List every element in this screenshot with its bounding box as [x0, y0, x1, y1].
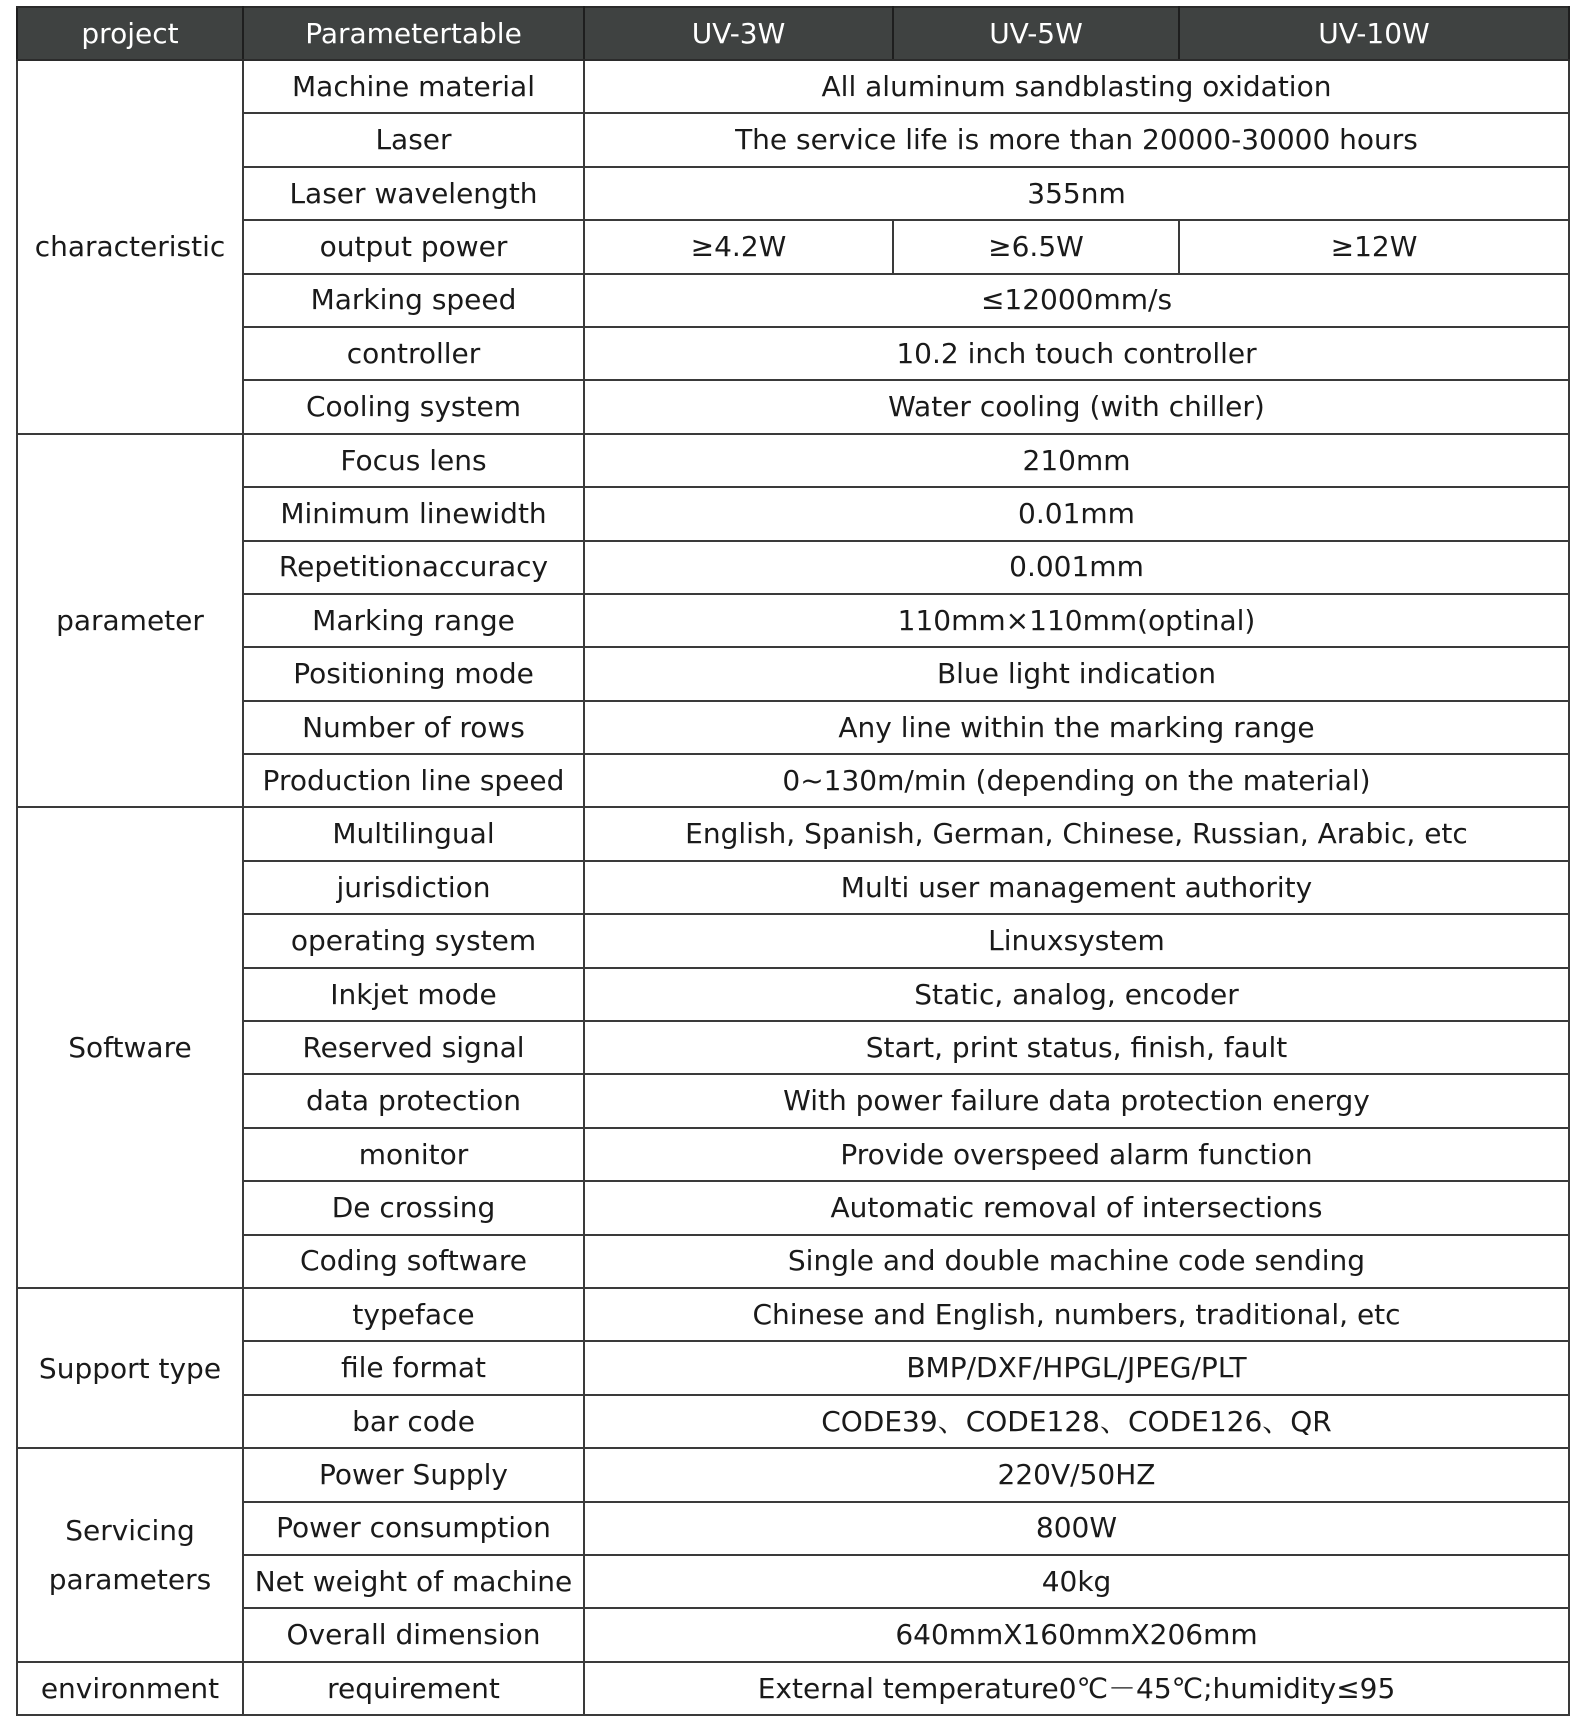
param-value: Any line within the marking range: [584, 701, 1569, 754]
param-value: Linuxsystem: [584, 914, 1569, 967]
table-row: [17, 274, 1569, 327]
param-name: Positioning mode: [243, 647, 584, 700]
table-row: [17, 1502, 1569, 1555]
table-row: [17, 1395, 1569, 1448]
param-value: BMP/DXF/HPGL/JPEG/PLT: [584, 1341, 1569, 1394]
table-row: [17, 1662, 1569, 1715]
param-value: Blue light indication: [584, 647, 1569, 700]
param-name: Laser wavelength: [243, 167, 584, 220]
group-label: Support type: [17, 1288, 243, 1448]
table-row: [17, 968, 1569, 1021]
param-name: file format: [243, 1341, 584, 1394]
param-value: 220V/50HZ: [584, 1448, 1569, 1501]
param-name: Production line speed: [243, 754, 584, 807]
table-row: [17, 1555, 1569, 1608]
header-parametertable: Parametertable: [243, 7, 584, 60]
header-model-uv-3w: UV-3W: [584, 7, 893, 60]
table-row: [17, 327, 1569, 380]
param-value: Water cooling (with chiller): [584, 380, 1569, 433]
param-value: CODE39、CODE128、CODE126、QR: [584, 1395, 1569, 1448]
table-row: [17, 1341, 1569, 1394]
param-value: 640mmX160mmX206mm: [584, 1608, 1569, 1661]
table-row: [17, 434, 1569, 487]
table-row: [17, 220, 1569, 273]
param-value: 40kg: [584, 1555, 1569, 1608]
param-name: Reserved signal: [243, 1021, 584, 1074]
table-row: [17, 487, 1569, 540]
param-name: Number of rows: [243, 701, 584, 754]
param-name: jurisdiction: [243, 861, 584, 914]
param-value: With power failure data protection energy: [584, 1074, 1569, 1127]
table-row: [17, 914, 1569, 967]
param-value: 0.001mm: [584, 541, 1569, 594]
header-row: [17, 7, 1569, 60]
table-row: [17, 861, 1569, 914]
table-row: [17, 60, 1569, 113]
table-row: [17, 380, 1569, 433]
param-value: 0~130m/min (depending on the material): [584, 754, 1569, 807]
table-row: [17, 1288, 1569, 1341]
table-row: [17, 113, 1569, 166]
header-model-uv-5w: UV-5W: [893, 7, 1179, 60]
param-name: monitor: [243, 1128, 584, 1181]
table-row: [17, 1128, 1569, 1181]
param-value: 0.01mm: [584, 487, 1569, 540]
param-value: Multi user management authority: [584, 861, 1569, 914]
param-value: Chinese and English, numbers, traditional, etc: [584, 1288, 1569, 1341]
table-row: [17, 1074, 1569, 1127]
table-row: [17, 1021, 1569, 1074]
group-label: Servicing parameters: [17, 1448, 243, 1662]
param-value: External temperature0℃－45℃;humidity≤95: [584, 1662, 1569, 1715]
param-value: The service life is more than 20000-30000 hours: [584, 113, 1569, 166]
param-name: data protection: [243, 1074, 584, 1127]
table-row: [17, 647, 1569, 700]
header-model-uv-10w: UV-10W: [1179, 7, 1569, 60]
param-name: Marking speed: [243, 274, 584, 327]
param-value: All aluminum sandblasting oxidation: [584, 60, 1569, 113]
param-name: Power consumption: [243, 1502, 584, 1555]
param-name: Overall dimension: [243, 1608, 584, 1661]
param-value: ≥4.2W: [584, 220, 893, 273]
param-name: Net weight of machine: [243, 1555, 584, 1608]
table-row: [17, 541, 1569, 594]
param-name: Power Supply: [243, 1448, 584, 1501]
param-name: bar code: [243, 1395, 584, 1448]
table-row: [17, 701, 1569, 754]
param-name: Cooling system: [243, 380, 584, 433]
table-row: [17, 1235, 1569, 1288]
table-header: [17, 7, 1569, 60]
table-row: [17, 1181, 1569, 1234]
param-value: ≥12W: [1179, 220, 1569, 273]
param-name: Focus lens: [243, 434, 584, 487]
param-value: Static, analog, encoder: [584, 968, 1569, 1021]
param-value: Provide overspeed alarm function: [584, 1128, 1569, 1181]
param-name: Inkjet mode: [243, 968, 584, 1021]
param-value: 210mm: [584, 434, 1569, 487]
param-value: ≥6.5W: [893, 220, 1179, 273]
group-label: parameter: [17, 434, 243, 808]
param-name: Multilingual: [243, 807, 584, 860]
param-name: De crossing: [243, 1181, 584, 1234]
spec-table: [16, 6, 1570, 1716]
param-value: 355nm: [584, 167, 1569, 220]
table-row: [17, 754, 1569, 807]
table-row: [17, 167, 1569, 220]
param-value: Start, print status, finish, fault: [584, 1021, 1569, 1074]
param-name: operating system: [243, 914, 584, 967]
param-name: typeface: [243, 1288, 584, 1341]
group-label: Software: [17, 807, 243, 1288]
table-row: [17, 1448, 1569, 1501]
param-name: Coding software: [243, 1235, 584, 1288]
param-value: ≤12000mm/s: [584, 274, 1569, 327]
param-name: Minimum linewidth: [243, 487, 584, 540]
param-name: controller: [243, 327, 584, 380]
param-value: Automatic removal of intersections: [584, 1181, 1569, 1234]
param-name: Marking range: [243, 594, 584, 647]
param-value: Single and double machine code sending: [584, 1235, 1569, 1288]
param-name: Repetitionaccuracy: [243, 541, 584, 594]
param-value: 800W: [584, 1502, 1569, 1555]
table-row: [17, 807, 1569, 860]
param-value: English, Spanish, German, Chinese, Russian, Arabic, etc: [584, 807, 1569, 860]
group-label: environment: [17, 1662, 243, 1715]
group-label: characteristic: [17, 60, 243, 434]
param-name: requirement: [243, 1662, 584, 1715]
header-project: project: [17, 7, 243, 60]
param-name: Machine material: [243, 60, 584, 113]
param-value: 10.2 inch touch controller: [584, 327, 1569, 380]
param-name: Laser: [243, 113, 584, 166]
table-row: [17, 594, 1569, 647]
param-value: 110mm×110mm(optinal): [584, 594, 1569, 647]
table-body: [17, 60, 1569, 1715]
param-name: output power: [243, 220, 584, 273]
table-row: [17, 1608, 1569, 1661]
